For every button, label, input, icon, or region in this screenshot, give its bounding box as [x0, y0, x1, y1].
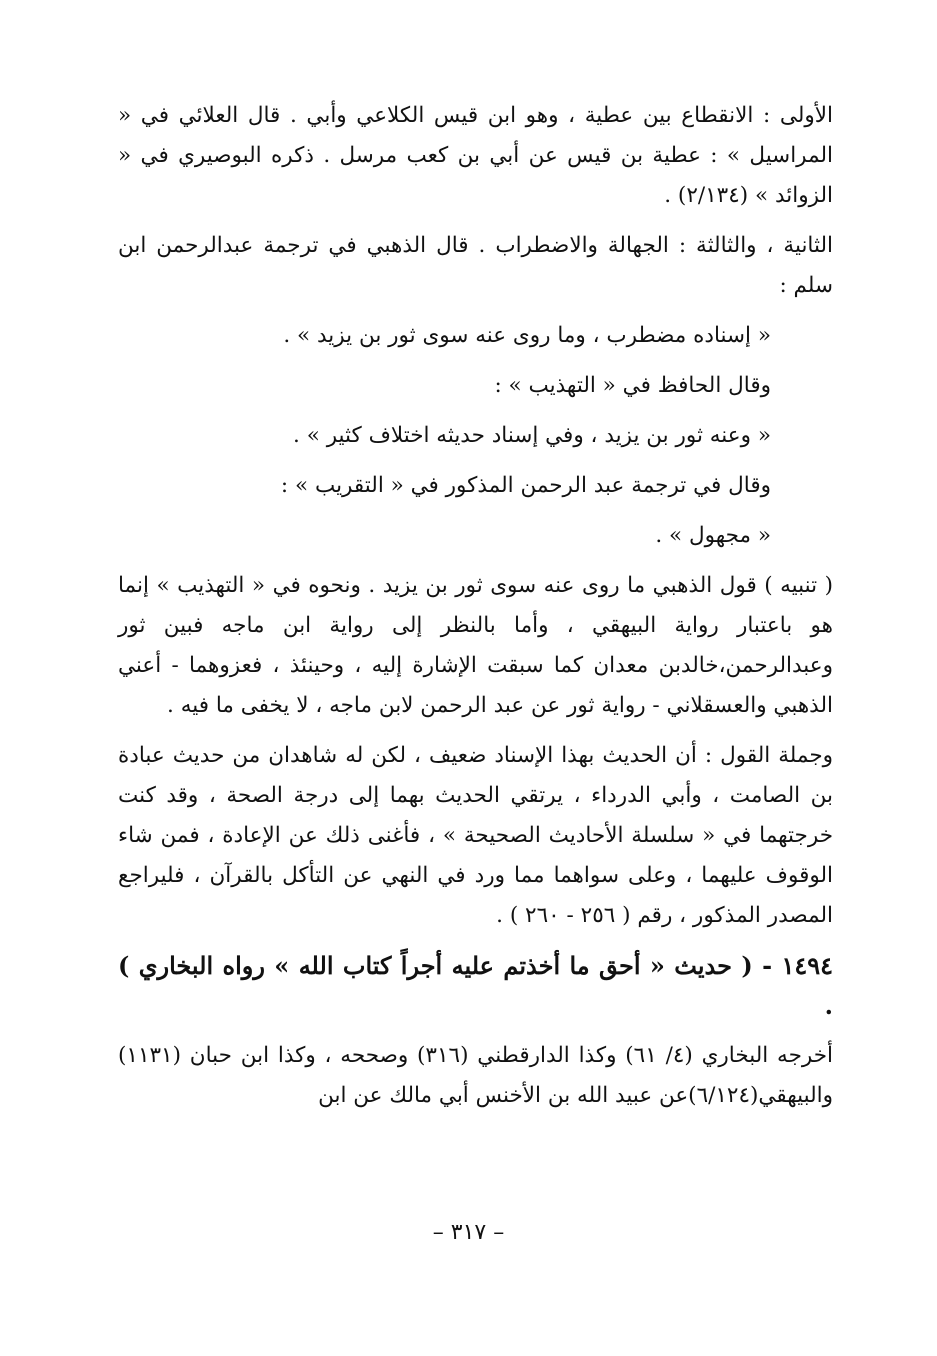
paragraph-conclusion: وجملة القول : أن الحديث بهذا الإسناد ضعيف ، لكن له شاهدان من حديث عبادة بن الصامت ، وأبي الدرداء ، يرتقي الحديث بهما إلى درجة الصحة ، وقد كنت خرجتهما في « سلسلة الأحاديث الصحيحة » ، فأغنى ذلك عن الإعادة ، فمن شاء الوقوف عليهما ، وعلى سواهما مما ورد في النهي عن التأكل بالقرآن ، فليراجع المصدر المذكور ، رقم ( ٢٥٦ - ٢٦٠ ) .	[118, 743, 833, 928]
quote-majhul: « مجهول » .	[655, 523, 771, 548]
paragraph-takhrij: أخرجه البخاري (٤/ ٦١) وكذا الدارقطني (٣١٦) وصححه ، وكذا ابن حبان (١١٣١) والبيهقي(٦/١٢٤)عن عبيد الله بن الأخنس أبي مالك عن ابن	[118, 1043, 833, 1108]
page-number: – ٣١٧ –	[432, 1220, 505, 1245]
page-body	[118, 96, 833, 1126]
quote-hafiz-intro: وقال الحافظ في « التهذيب » :	[494, 373, 771, 398]
hadith-heading: ١٤٩٤ - ( حديث « أحق ما أخذتم عليه أجراً كتاب الله » رواه البخاري ) .	[118, 951, 833, 1020]
quote-taqrib-intro: وقال في ترجمة عبد الرحمن المذكور في « التقريب » :	[280, 473, 771, 498]
paragraph-note: ( تنبيه ) قول الذهبي ما روى عنه سوى ثور بن يزيد . ونحوه في « التهذيب » إنما هو باعتبار رواية البيهقي ، وأما بالنظر إلى رواية ابن ماجه فبين ثور وعبدالرحمن،خالدبن معدان كما سبقت الإشارة إليه ، وحينئذ ، فعزوهما - أعني الذهبي والعسقلاني - رواية ثور عن عبد الرحمن لابن ماجه ، لا يخفى ما فيه .	[118, 573, 833, 718]
paragraph-first-defect: الأولى : الانقطاع بين عطية ، وهو ابن قيس الكلاعي وأبي . قال العلائي في « المراسيل » : عطية بن قيس عن أبي بن كعب مرسل . ذكره البوصيري في « الزوائد » (٢/١٣٤) .	[118, 103, 833, 208]
quote-dhahabi: « إسناده مضطرب ، وما روى عنه سوى ثور بن يزيد » .	[283, 323, 771, 348]
quote-tahdhib: « وعنه ثور بن يزيد ، وفي إسناد حديثه اختلاف كثير » .	[293, 423, 771, 448]
paragraph-second-third-defect: الثانية ، والثالثة : الجهالة والاضطراب . قال الذهبي في ترجمة عبدالرحمن ابن سلم :	[118, 233, 833, 298]
